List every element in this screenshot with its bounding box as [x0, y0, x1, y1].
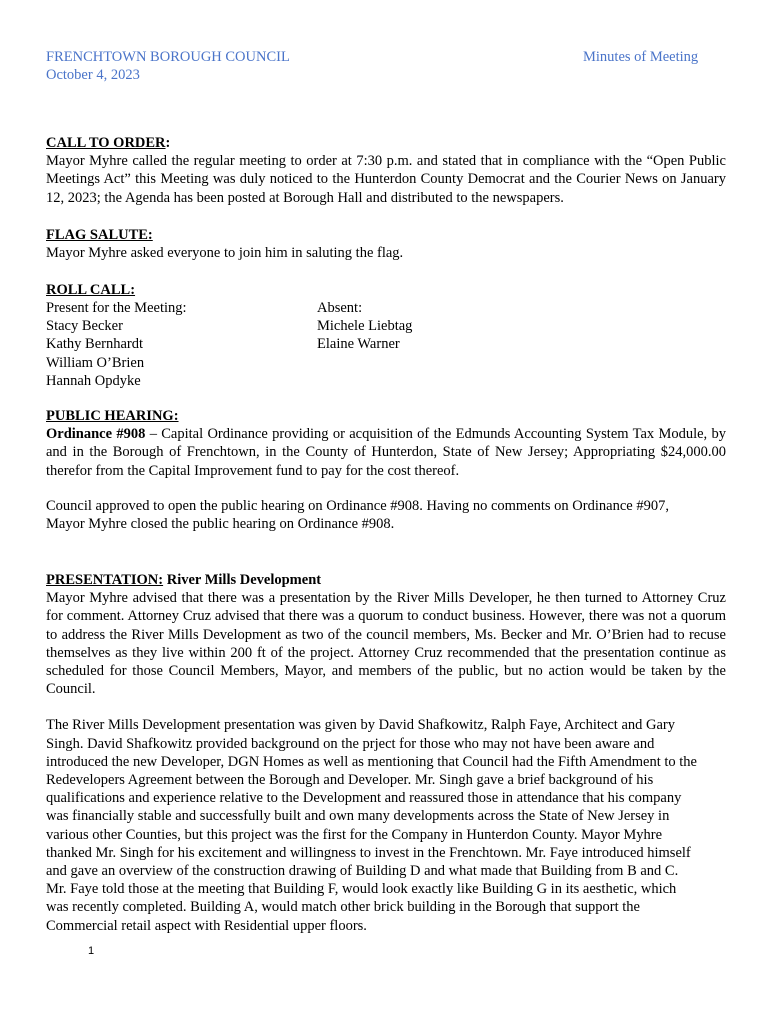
- roll-call-heading-text: ROLL CALL:: [46, 282, 136, 298]
- call-to-order-section: [46, 134, 726, 207]
- paragraph-line: The River Mills Development presentation was given by David Shafkowitz, Ralph Faye, Architect and Gary: [46, 717, 675, 734]
- present-member: Hannah Opdyke: [46, 372, 141, 389]
- present-member: Kathy Bernhardt: [46, 336, 144, 353]
- hearing-line-2: Mayor Myhre closed the public hearing on Ordinance #908.: [46, 516, 395, 533]
- paragraph-line: Redevelopers Agreement between the Borough and Developer. Mr. Singh gave a brief background of his: [46, 772, 654, 789]
- absent-member: Michele Liebtag: [317, 318, 413, 335]
- paragraph-line: was recently completed. Building A, would match other brick building in the Borough that support the: [46, 899, 640, 916]
- paragraph-line: thanked Mr. Singh for his excitement and willingness to invest in the Frenchtown. Mr. Faye introduced himself: [46, 844, 691, 861]
- hearing-line-1: Council approved to open the public hearing on Ordinance #908. Having no comments on Ordinance #907,: [46, 497, 669, 514]
- ordinance-text: – Capital Ordinance providing or acquisition of the Edmunds Accounting System Tax Module, by and in the Borough of Frenchtown, in the County of Hunterdon, State of New Jersey; Appropriating $24,000.00 therefor from the Capital Improvement fund to pay for the cost thereof.: [46, 426, 726, 479]
- paragraph-line: and gave an overview of the construction drawing of Building D and what made that Building from B and C.: [46, 863, 679, 880]
- presentation-heading: PRESENTATION:: [46, 572, 164, 588]
- paragraph-line: was financially stable and successfully built and own many developments across the State of New Jersey in: [46, 808, 670, 825]
- paragraph-line: introduced the new Developer, DGN Homes as well as mentioning that Council had the Fifth Amendment to the: [46, 753, 697, 770]
- call-to-order-heading-line: [46, 134, 726, 152]
- present-list: [46, 299, 187, 390]
- flag-salute-section: [46, 226, 726, 262]
- document-type: Minutes of Meeting: [583, 49, 699, 65]
- presentation-subject: River Mills Development: [163, 572, 322, 588]
- paragraph-line: qualifications and experience relative to the Development and reassured those in attendance that his company: [46, 790, 682, 807]
- ordinance-paragraph: [46, 425, 726, 480]
- call-to-order-colon: :: [165, 135, 171, 151]
- public-hearing-heading: PUBLIC HEARING:: [46, 408, 179, 424]
- paragraph-line: Mr. Faye told those at the meeting that Building F, would look exactly like Building G in its aesthetic, which: [46, 881, 677, 898]
- paragraph-line: Commercial retail aspect with Residential upper floors.: [46, 917, 367, 934]
- flag-salute-heading: FLAG SALUTE:: [46, 227, 153, 243]
- flag-salute-text: Mayor Myhre asked everyone to join him in saluting the flag.: [46, 245, 404, 262]
- public-hearing-section: [46, 407, 726, 533]
- absent-list: [317, 299, 412, 354]
- absent-member: Elaine Warner: [317, 336, 400, 353]
- council-name: FRENCHTOWN BOROUGH COUNCIL: [46, 49, 290, 65]
- present-member: Stacy Becker: [46, 318, 123, 335]
- presentation-section: [46, 571, 726, 935]
- call-to-order-text: Mayor Myhre called the regular meeting to order at 7:30 p.m. and stated that in compliance with the “Open Public Meetings Act” this Meeting was duly noticed to the Hunterdon County Democrat and the Courier News on January 12, 2023; the Agenda has been posted at Borough Hall and distributed to the newspapers.: [46, 153, 726, 206]
- header-left: [46, 48, 290, 84]
- paragraph-line: various other Counties, but this project was the first for the Company in Hunterdon County. Mayor Myhre: [46, 826, 663, 843]
- paragraph-line: Singh. David Shafkowitz provided background on the prject for those who may not have been aware and: [46, 735, 655, 752]
- presentation-paragraph-2: [46, 716, 726, 934]
- call-to-order-heading: CALL TO ORDER: [46, 135, 166, 151]
- presentation-paragraph-1: Mayor Myhre advised that there was a presentation by the River Mills Developer, he then turned to Attorney Cruz for comment. Attorney Cruz advised that there was a quorum to conduct business. However, there was not a quorum to address the River Mills Development as two of the council members, Ms. Becker and Mr. O’Brien had to recuse themselves as they live within 200 ft of the project. Attorney Cruz recommended that the presentation continue as scheduled for those Council Members, Mayor, and members of the public, but no action would be taken by the Council.: [46, 590, 726, 698]
- presentation-heading-line: [46, 571, 726, 589]
- ordinance-label: Ordinance #908: [46, 426, 146, 443]
- present-label: Present for the Meeting:: [46, 300, 187, 316]
- meeting-date: October 4, 2023: [46, 67, 140, 83]
- absent-label: Absent:: [317, 300, 363, 316]
- present-member: William O’Brien: [46, 354, 145, 371]
- page-number: 1: [88, 945, 95, 957]
- roll-call-heading: [46, 281, 726, 299]
